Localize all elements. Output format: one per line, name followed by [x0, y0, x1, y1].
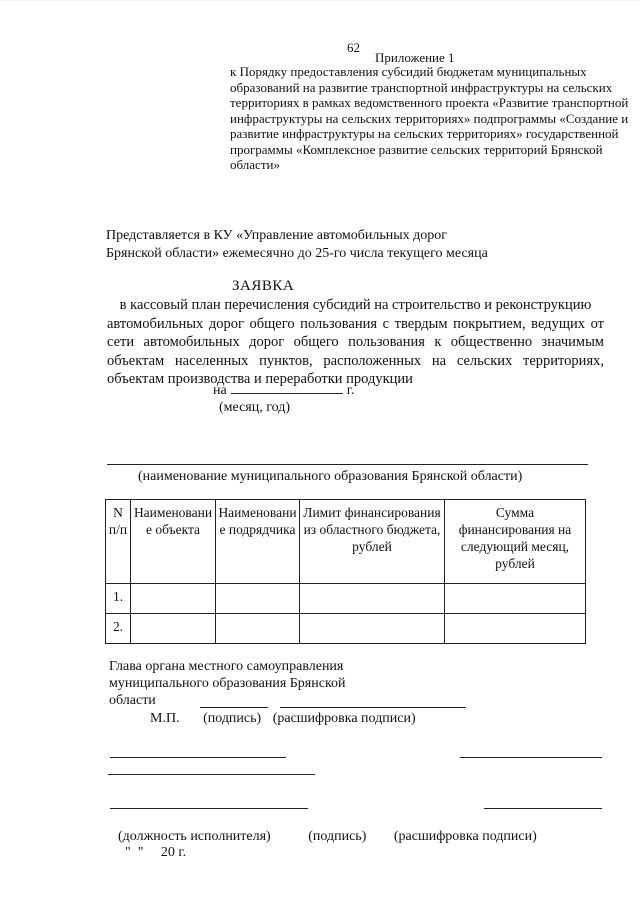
municipality-hint: (наименование муниципального образования Брянской области): [138, 469, 523, 484]
head-sign-hint: (подпись): [203, 711, 262, 726]
application-description: [107, 296, 604, 389]
executor-sign-hint: (подпись): [308, 829, 367, 844]
head-sign-blank[interactable]: [200, 707, 268, 708]
page-number: 62: [347, 40, 360, 55]
date-line: " " 20 г.: [125, 845, 187, 860]
table-row: [106, 614, 586, 644]
document-title: ЗАЯВКА: [232, 278, 295, 294]
head-of-authority: [109, 658, 346, 709]
row-number: 2.: [106, 614, 131, 644]
appendix-title: Приложение 1: [375, 50, 455, 65]
submission-note: [106, 227, 488, 263]
appendix-text: к Порядку предоставления субсидий бюджетам муниципальных образований на развитие транспортной инфраструктуры на сельских территориях в рамках ведомственного проекта «Развитие транспортной инфраструктуры на сельских территориях» подпрограммы «Создание и развитие инфраструктуры на сельских территориях» государственной программы «Комплексное развитие сельских территорий Брянской области»: [230, 64, 629, 172]
executor-row: [118, 829, 537, 845]
description-rest: автомобильных дорог общего пользования с твердым покрытием, ведущих от сети автомобильных дорог общего пользования к общественно значимым объектам населенных пунктов, расположенных на сельских территориях, объектам производства и переработки продукции: [107, 315, 604, 387]
executor-blank-3[interactable]: [108, 774, 315, 775]
period-year-suffix: г.: [346, 383, 355, 398]
municipality-blank[interactable]: [107, 464, 588, 465]
header-object: Наименование объекта: [131, 500, 216, 584]
cell-object[interactable]: [131, 614, 216, 644]
stamp-signature-row: [150, 711, 416, 727]
description-line-1: в кассовый план перечисления субсидий на строительство и реконструкцию: [119, 297, 592, 313]
table-row: [106, 584, 586, 614]
header-amount: Сумма финансирования на следующий месяц, рублей: [445, 500, 586, 584]
period-hint: (месяц, год): [219, 400, 291, 415]
cell-amount[interactable]: [445, 584, 586, 614]
head-line-2: муниципального образования Брянской: [109, 676, 346, 691]
executor-decode-hint: (расшифровка подписи): [393, 829, 537, 844]
cell-amount[interactable]: [445, 614, 586, 644]
table-header-row: [106, 500, 586, 584]
scan-edge: [0, 0, 640, 1]
cell-contractor[interactable]: [216, 614, 300, 644]
header-number: N п/п: [106, 500, 131, 584]
period-on-label: на: [213, 383, 227, 398]
finance-table: [105, 499, 586, 644]
executor-blank-5[interactable]: [484, 808, 602, 809]
executor-position-hint: (должность исполнителя): [118, 829, 271, 844]
submission-line-2: Брянской области» ежемесячно до 25-го числа текущего месяца: [106, 246, 488, 261]
cell-limit[interactable]: [300, 584, 445, 614]
head-decode-hint: (расшифровка подписи): [272, 711, 416, 726]
cell-limit[interactable]: [300, 614, 445, 644]
header-contractor: Наименование подрядчика: [216, 500, 300, 584]
head-line-3: области: [109, 693, 156, 708]
row-number: 1.: [106, 584, 131, 614]
cell-object[interactable]: [131, 584, 216, 614]
head-line-1: Глава органа местного самоуправления: [109, 659, 344, 674]
stamp-label: М.П.: [150, 711, 180, 726]
executor-blank-2[interactable]: [460, 757, 602, 758]
submission-line-1: Представляется в КУ «Управление автомобильных дорог: [106, 228, 448, 243]
executor-blank-1[interactable]: [110, 757, 286, 758]
header-limit: Лимит финансирования из областного бюджета, рублей: [300, 500, 445, 584]
head-decode-blank[interactable]: [280, 707, 466, 708]
period-line: [213, 381, 354, 399]
executor-blank-4[interactable]: [110, 808, 308, 809]
cell-contractor[interactable]: [216, 584, 300, 614]
period-blank[interactable]: [231, 381, 343, 394]
